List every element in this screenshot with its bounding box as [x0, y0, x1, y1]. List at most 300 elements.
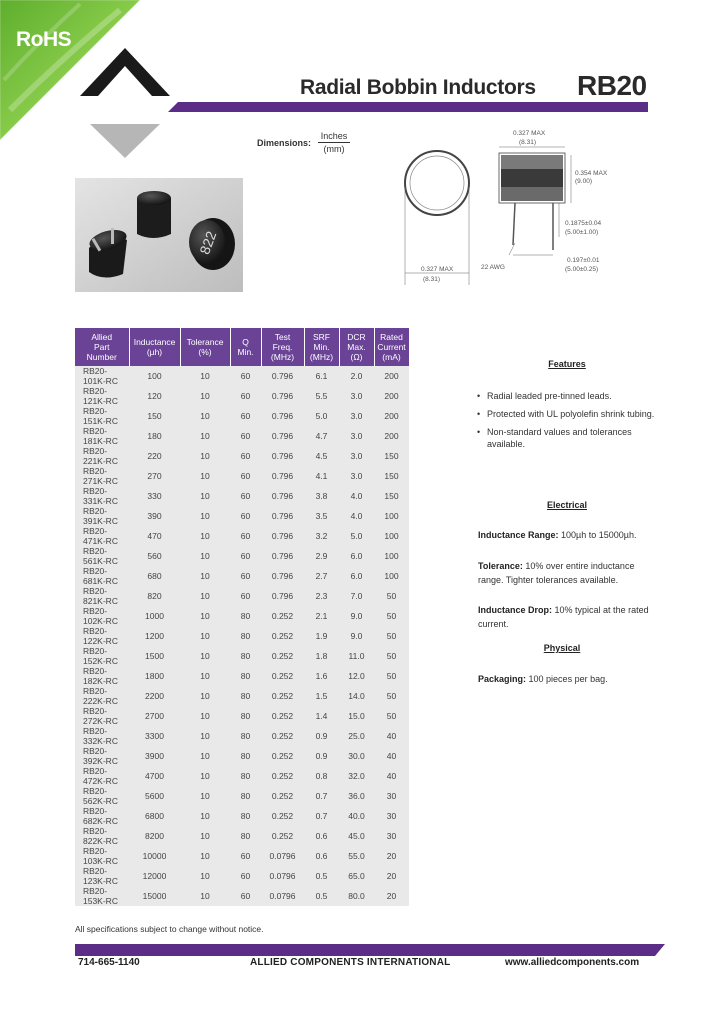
table-cell: 330 [129, 486, 180, 506]
table-cell: 80 [230, 786, 261, 806]
table-cell: 12.0 [339, 666, 374, 686]
table-cell: 10 [180, 846, 230, 866]
table-cell: RB20-123K-RC [75, 866, 129, 886]
table-cell: RB20-122K-RC [75, 626, 129, 646]
table-cell: RB20-471K-RC [75, 526, 129, 546]
list-item: • Non-standard values and tolerances available. [475, 426, 655, 450]
table-cell: 200 [374, 406, 409, 426]
table-cell: 10000 [129, 846, 180, 866]
table-cell: 0.252 [261, 666, 304, 686]
table-cell: 0.796 [261, 586, 304, 606]
table-cell: 100 [374, 506, 409, 526]
table-cell: 10 [180, 706, 230, 726]
table-cell: 3.0 [339, 426, 374, 446]
table-cell: 65.0 [339, 866, 374, 886]
table-cell: 3900 [129, 746, 180, 766]
table-cell: 270 [129, 466, 180, 486]
table-cell: 6.0 [339, 546, 374, 566]
table-cell: 10 [180, 566, 230, 586]
dimension-drawing [395, 125, 635, 300]
tolerance-label: Tolerance: [478, 561, 523, 571]
table-cell: RB20-562K-RC [75, 786, 129, 806]
table-cell: 10 [180, 446, 230, 466]
packaging-value: 100 pieces per bag. [528, 674, 608, 684]
table-cell: 10 [180, 866, 230, 886]
table-cell: 80 [230, 686, 261, 706]
table-cell: 0.252 [261, 766, 304, 786]
table-cell: 80 [230, 606, 261, 626]
lead-pitch-label: 0.197±0.01 [567, 257, 600, 264]
table-cell: 60 [230, 486, 261, 506]
table-cell: 40 [374, 746, 409, 766]
table-cell: 30 [374, 806, 409, 826]
table-cell: 10 [180, 366, 230, 386]
table-cell: 80.0 [339, 886, 374, 906]
table-cell: 10 [180, 586, 230, 606]
table-cell: 0.252 [261, 606, 304, 626]
col-header: SRF Min. (MHz) [304, 328, 339, 366]
table-cell: RB20-151K-RC [75, 406, 129, 426]
table-cell: 80 [230, 666, 261, 686]
table-cell: 3.5 [304, 506, 339, 526]
table-cell: 55.0 [339, 846, 374, 866]
inductance-range [478, 528, 654, 542]
table-cell: 60 [230, 426, 261, 446]
table-cell: 180 [129, 426, 180, 446]
table-cell: 3.8 [304, 486, 339, 506]
dimensions-label: Dimensions: [257, 138, 312, 148]
table-cell: 9.0 [339, 626, 374, 646]
table-cell: 60 [230, 466, 261, 486]
table-cell: 150 [374, 486, 409, 506]
table-cell: 10 [180, 646, 230, 666]
wire-gauge-label: 22 AWG [481, 264, 505, 271]
table-cell: 80 [230, 646, 261, 666]
table-cell: 100 [129, 366, 180, 386]
table-cell: 10 [180, 386, 230, 406]
table-cell: 5600 [129, 786, 180, 806]
table-cell: 0.252 [261, 686, 304, 706]
table-cell: 50 [374, 666, 409, 686]
table-row [75, 806, 409, 826]
table-cell: 0.252 [261, 646, 304, 666]
table-row [75, 846, 409, 866]
table-cell: 0.252 [261, 746, 304, 766]
table-cell: 0.5 [304, 866, 339, 886]
unit-mm: (mm) [323, 144, 345, 154]
table-cell: 10 [180, 666, 230, 686]
table-body [75, 366, 409, 906]
table-cell: 60 [230, 566, 261, 586]
table-cell: 80 [230, 706, 261, 726]
table-cell: 20 [374, 866, 409, 886]
col-header: Rated Current (mA) [374, 328, 409, 366]
top-width-label: 0.327 MAX [513, 130, 546, 137]
table-cell: 10 [180, 606, 230, 626]
table-cell: 80 [230, 826, 261, 846]
table-cell: 4.0 [339, 486, 374, 506]
table-cell: 150 [129, 406, 180, 426]
table-row [75, 406, 409, 426]
table-cell: 10 [180, 746, 230, 766]
table-cell: 3.0 [339, 386, 374, 406]
rohs-label: RoHS [16, 28, 72, 51]
physical-heading: Physical [543, 643, 581, 653]
table-row [75, 786, 409, 806]
table-cell: 40.0 [339, 806, 374, 826]
table-cell: 1.8 [304, 646, 339, 666]
footer-website[interactable]: www.alliedcomponents.com [505, 957, 640, 968]
table-cell: 2.9 [304, 546, 339, 566]
table-cell: 0.796 [261, 506, 304, 526]
col-header: Inductance (µh) [129, 328, 180, 366]
table-cell: 0.796 [261, 386, 304, 406]
table-cell: 100 [374, 546, 409, 566]
table-cell: RB20-681K-RC [75, 566, 129, 586]
table-cell: 10 [180, 486, 230, 506]
table-cell: 3.2 [304, 526, 339, 546]
table-cell: 5.0 [339, 526, 374, 546]
lead-pitch-mm: (5.00±0.25) [565, 266, 599, 273]
table-cell: 80 [230, 766, 261, 786]
table-cell: 200 [374, 386, 409, 406]
table-row [75, 766, 409, 786]
table-cell: 36.0 [339, 786, 374, 806]
table-cell: 0.252 [261, 706, 304, 726]
table-cell: 1200 [129, 626, 180, 646]
table-cell: 1500 [129, 646, 180, 666]
table-cell: 45.0 [339, 826, 374, 846]
table-cell: 4.0 [339, 506, 374, 526]
table-cell: 0.252 [261, 626, 304, 646]
col-header: Test Freq. (MHz) [261, 328, 304, 366]
inductance-range-value: 100µh to 15000µh. [561, 530, 637, 540]
table-cell: 5.5 [304, 386, 339, 406]
table-cell: 0.796 [261, 426, 304, 446]
table-cell: 50 [374, 646, 409, 666]
table-cell: 560 [129, 546, 180, 566]
height-mm: (9.00) [575, 178, 592, 185]
table-cell: 9.0 [339, 606, 374, 626]
table-cell: 0.796 [261, 526, 304, 546]
table-row [75, 686, 409, 706]
table-cell: RB20-121K-RC [75, 386, 129, 406]
table-cell: 4.1 [304, 466, 339, 486]
table-cell: RB20-472K-RC [75, 766, 129, 786]
table-cell: 11.0 [339, 646, 374, 666]
bottom-width-mm: (8.31) [423, 276, 440, 283]
table-row [75, 426, 409, 446]
dimensions-units [318, 131, 350, 154]
table-row [75, 466, 409, 486]
table-row [75, 366, 409, 386]
table-cell: 4700 [129, 766, 180, 786]
table-cell: 7.0 [339, 586, 374, 606]
lead-length-mm: (5.00±1.00) [565, 229, 599, 236]
table-cell: 10 [180, 626, 230, 646]
table-cell: 50 [374, 626, 409, 646]
inductance-drop-value: 10% typical at the rated current. [478, 605, 649, 629]
table-cell: 30 [374, 826, 409, 846]
table-cell: 40 [374, 726, 409, 746]
table-cell: 150 [374, 446, 409, 466]
col-header: Tolerance (%) [180, 328, 230, 366]
header-accent-bar [168, 102, 648, 112]
table-cell: 50 [374, 606, 409, 626]
table-row [75, 886, 409, 906]
table-cell: 60 [230, 846, 261, 866]
table-cell: 2.3 [304, 586, 339, 606]
footnote: All specifications subject to change without notice. [75, 924, 264, 934]
table-cell: 15000 [129, 886, 180, 906]
table-cell: 20 [374, 846, 409, 866]
table-cell: 10 [180, 426, 230, 446]
table-cell: 60 [230, 866, 261, 886]
page-title: Radial Bobbin Inductors [300, 76, 536, 99]
table-cell: 0.7 [304, 806, 339, 826]
list-item: • Radial leaded pre-tinned leads. [475, 390, 655, 402]
table-cell: 3300 [129, 726, 180, 746]
table-cell: 10 [180, 886, 230, 906]
table-cell: 470 [129, 526, 180, 546]
table-cell: 390 [129, 506, 180, 526]
table-row [75, 666, 409, 686]
tolerance-value: 10% over entire inductance range. Tighter tolerances available. [478, 561, 635, 585]
table-cell: 120 [129, 386, 180, 406]
packaging-label: Packaging: [478, 674, 527, 684]
table-cell: RB20-272K-RC [75, 706, 129, 726]
table-cell: 1.4 [304, 706, 339, 726]
table-cell: 1.5 [304, 686, 339, 706]
table-row [75, 866, 409, 886]
table-row [75, 706, 409, 726]
table-row [75, 726, 409, 746]
table-cell: 80 [230, 626, 261, 646]
col-header: DCR Max. (Ω) [339, 328, 374, 366]
table-cell: 0.252 [261, 806, 304, 826]
lead-length-label: 0.1875±0.04 [565, 220, 602, 227]
table-cell: 60 [230, 386, 261, 406]
table-cell: RB20-271K-RC [75, 466, 129, 486]
table-row [75, 546, 409, 566]
table-cell: RB20-102K-RC [75, 606, 129, 626]
table-cell: 30.0 [339, 746, 374, 766]
table-cell: 0.5 [304, 886, 339, 906]
inductor-marking: 822 [196, 228, 220, 257]
footer-accent-bar [75, 944, 665, 956]
table-cell: 60 [230, 366, 261, 386]
table-cell: RB20-181K-RC [75, 426, 129, 446]
table-cell: 80 [230, 746, 261, 766]
table-cell: 4.7 [304, 426, 339, 446]
table-cell: 0.252 [261, 826, 304, 846]
table-cell: 0.0796 [261, 866, 304, 886]
table-cell: 0.0796 [261, 846, 304, 866]
table-cell: RB20-152K-RC [75, 646, 129, 666]
table-cell: 10 [180, 726, 230, 746]
table-cell: RB20-682K-RC [75, 806, 129, 826]
table-cell: 2200 [129, 686, 180, 706]
table-cell: 3.0 [339, 466, 374, 486]
table-cell: RB20-222K-RC [75, 686, 129, 706]
table-cell: 10 [180, 766, 230, 786]
table-row [75, 626, 409, 646]
table-cell: RB20-101K-RC [75, 366, 129, 386]
packaging [478, 672, 654, 686]
table-cell: RB20-331K-RC [75, 486, 129, 506]
table-row [75, 386, 409, 406]
table-cell: 0.796 [261, 446, 304, 466]
top-width-mm: (8.31) [519, 139, 536, 146]
table-cell: 1.9 [304, 626, 339, 646]
table-cell: 0.6 [304, 846, 339, 866]
table-cell: 2.7 [304, 566, 339, 586]
table-cell: RB20-153K-RC [75, 886, 129, 906]
table-cell: 0.796 [261, 466, 304, 486]
col-header: Allied Part Number [75, 328, 129, 366]
table-cell: 200 [374, 366, 409, 386]
table-header-row [75, 328, 409, 366]
table-cell: 10 [180, 546, 230, 566]
table-row [75, 646, 409, 666]
table-cell: 0.6 [304, 826, 339, 846]
table-cell: 3.0 [339, 406, 374, 426]
table-cell: 50 [374, 706, 409, 726]
table-cell: 0.9 [304, 726, 339, 746]
table-row [75, 746, 409, 766]
table-cell: RB20-821K-RC [75, 586, 129, 606]
spec-table [75, 328, 410, 906]
height-label: 0.354 MAX [575, 170, 608, 177]
table-cell: RB20-822K-RC [75, 826, 129, 846]
table-cell: 0.0796 [261, 886, 304, 906]
table-cell: 150 [374, 466, 409, 486]
table-cell: 10 [180, 686, 230, 706]
table-cell: RB20-103K-RC [75, 846, 129, 866]
table-cell: 60 [230, 446, 261, 466]
table-cell: RB20-221K-RC [75, 446, 129, 466]
table-cell: 60 [230, 886, 261, 906]
table-cell: 10 [180, 506, 230, 526]
table-row [75, 586, 409, 606]
table-cell: 60 [230, 546, 261, 566]
table-row [75, 606, 409, 626]
unit-inches: Inches [318, 131, 350, 143]
table-cell: 220 [129, 446, 180, 466]
features-list [475, 390, 655, 456]
tolerance-spec [478, 559, 654, 587]
table-cell: 5.0 [304, 406, 339, 426]
table-cell: 0.796 [261, 566, 304, 586]
table-cell: 10 [180, 826, 230, 846]
part-series: RB20 [577, 70, 647, 101]
table-cell: 32.0 [339, 766, 374, 786]
allied-logo [80, 48, 170, 160]
table-cell: RB20-392K-RC [75, 746, 129, 766]
table-cell: 1.6 [304, 666, 339, 686]
table-cell: 10 [180, 786, 230, 806]
electrical-heading: Electrical [546, 500, 588, 510]
table-cell: 15.0 [339, 706, 374, 726]
table-cell: 200 [374, 426, 409, 446]
table-cell: 50 [374, 686, 409, 706]
table-cell: 0.796 [261, 406, 304, 426]
table-cell: 10 [180, 806, 230, 826]
table-cell: 0.252 [261, 726, 304, 746]
footer-company: ALLIED COMPONENTS INTERNATIONAL [250, 957, 451, 968]
table-cell: 60 [230, 406, 261, 426]
table-cell: 14.0 [339, 686, 374, 706]
table-cell: 60 [230, 586, 261, 606]
table-cell: 60 [230, 526, 261, 546]
product-photo [75, 178, 243, 292]
table-cell: 4.5 [304, 446, 339, 466]
table-cell: RB20-561K-RC [75, 546, 129, 566]
table-cell: 1000 [129, 606, 180, 626]
table-cell: 10 [180, 466, 230, 486]
table-cell: 1800 [129, 666, 180, 686]
table-cell: 820 [129, 586, 180, 606]
table-cell: RB20-182K-RC [75, 666, 129, 686]
table-cell: 80 [230, 806, 261, 826]
table-cell: 0.796 [261, 366, 304, 386]
table-cell: 100 [374, 566, 409, 586]
table-row [75, 486, 409, 506]
table-row [75, 566, 409, 586]
table-cell: 50 [374, 586, 409, 606]
table-cell: 2.1 [304, 606, 339, 626]
table-cell: 8200 [129, 826, 180, 846]
table-cell: RB20-332K-RC [75, 726, 129, 746]
table-cell: 2.0 [339, 366, 374, 386]
features-heading: Features [548, 359, 586, 369]
table-row [75, 526, 409, 546]
table-cell: 680 [129, 566, 180, 586]
table-cell: 100 [374, 526, 409, 546]
inductance-range-label: Inductance Range: [478, 530, 559, 540]
list-item: • Protected with UL polyolefin shrink tubing. [475, 408, 655, 420]
table-cell: 10 [180, 526, 230, 546]
inductance-drop [478, 603, 654, 631]
table-cell: 0.796 [261, 486, 304, 506]
table-cell: 60 [230, 506, 261, 526]
table-cell: 30 [374, 786, 409, 806]
table-cell: 6.1 [304, 366, 339, 386]
bottom-width-label: 0.327 MAX [421, 266, 454, 273]
table-cell: 10 [180, 406, 230, 426]
table-cell: 3.0 [339, 446, 374, 466]
table-cell: RB20-391K-RC [75, 506, 129, 526]
table-cell: 0.252 [261, 786, 304, 806]
table-cell: 20 [374, 886, 409, 906]
footer-phone: 714-665-1140 [78, 957, 140, 968]
col-header: Q Min. [230, 328, 261, 366]
table-cell: 40 [374, 766, 409, 786]
inductance-drop-label: Inductance Drop: [478, 605, 553, 615]
table-cell: 0.7 [304, 786, 339, 806]
table-cell: 12000 [129, 866, 180, 886]
table-cell: 0.8 [304, 766, 339, 786]
table-row [75, 506, 409, 526]
table-row [75, 446, 409, 466]
table-cell: 0.9 [304, 746, 339, 766]
table-cell: 80 [230, 726, 261, 746]
table-cell: 2700 [129, 706, 180, 726]
table-cell: 25.0 [339, 726, 374, 746]
table-cell: 6800 [129, 806, 180, 826]
table-cell: 0.796 [261, 546, 304, 566]
table-cell: 6.0 [339, 566, 374, 586]
